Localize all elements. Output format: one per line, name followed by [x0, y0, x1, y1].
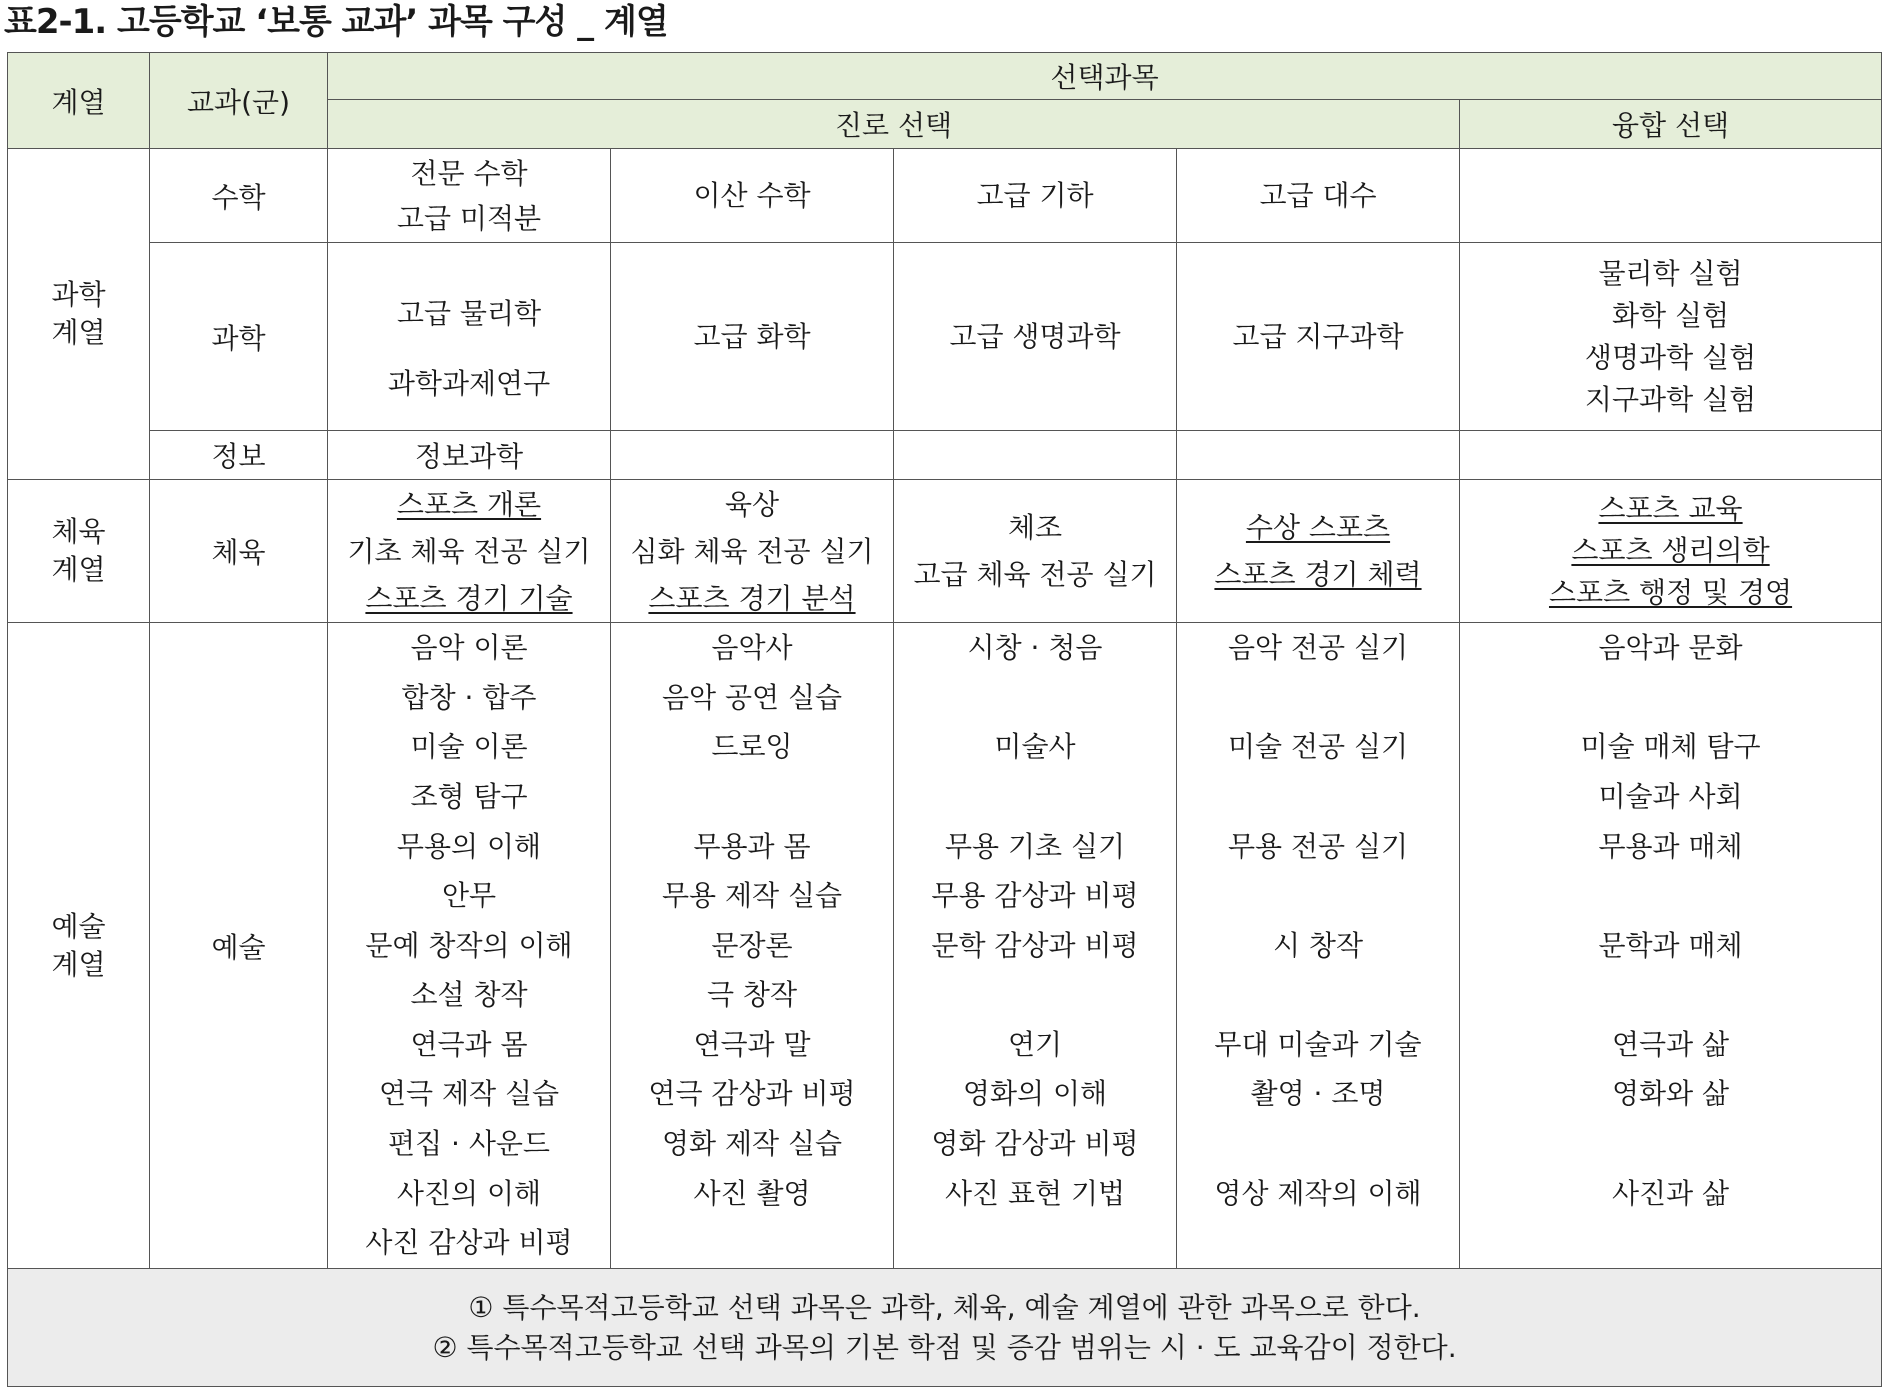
subject-arts: 예술 [150, 623, 328, 1269]
science-col-1 [328, 243, 611, 431]
course: 고급 생명과학 [949, 319, 1121, 353]
group-science [8, 149, 150, 480]
course: 영상 제작의 이해 [1214, 1176, 1422, 1210]
arts-col-2 [611, 623, 894, 1269]
header-row-1 [8, 53, 1882, 100]
course: 드로잉 [711, 730, 793, 764]
course: 물리학 실험 [1598, 256, 1743, 290]
course [1177, 772, 1459, 822]
course: 음악과 문화 [1598, 631, 1743, 665]
subject-science: 과학 [150, 243, 328, 431]
course: 연극과 삶 [1611, 1027, 1730, 1061]
math-col-4 [1177, 149, 1460, 243]
course [1177, 673, 1459, 723]
course [894, 772, 1176, 822]
course: 고급 물리학 [396, 296, 542, 330]
course: 소설 창작 [410, 978, 528, 1012]
course: 사진 표현 기법 [944, 1176, 1126, 1210]
course: 고급 대수 [1259, 179, 1377, 212]
science-fusion [1460, 243, 1882, 431]
arts-fusion [1460, 623, 1882, 1269]
course: 문학과 매체 [1598, 928, 1743, 962]
course: 극 창작 [706, 978, 798, 1012]
course: 무용 제작 실습 [661, 879, 843, 913]
info-fusion [1460, 431, 1882, 480]
course [1177, 1119, 1459, 1169]
row-arts [8, 623, 1882, 1269]
course: 문예 창작의 이해 [365, 928, 573, 962]
course: 이산 수학 [693, 179, 811, 212]
course: 무용 기초 실기 [944, 829, 1126, 863]
info-col-4 [1177, 431, 1460, 480]
course: 사진과 삶 [1611, 1176, 1730, 1210]
course: 안무 [441, 879, 497, 913]
course [1460, 1218, 1881, 1268]
course [1460, 673, 1881, 723]
note-2: ② 특수목적고등학교 선택 과목의 기본 학점 및 증감 범위는 시 · 도 교육감이 정한다. [432, 1330, 1457, 1364]
course: 연극 제작 실습 [378, 1077, 560, 1111]
course: 스포츠 경기 체력 [1214, 558, 1422, 591]
course: 지구과학 실험 [1584, 382, 1757, 416]
course [1177, 970, 1459, 1020]
course: 심화 체육 전공 실기 [630, 534, 874, 568]
course: 시 창작 [1272, 928, 1364, 962]
curriculum-table [7, 52, 1882, 1387]
course: 무용 전공 실기 [1227, 829, 1409, 863]
math-col-2 [611, 149, 894, 243]
course: 고급 화학 [693, 319, 811, 353]
course: 영화의 이해 [962, 1077, 1108, 1111]
course: 음악 공연 실습 [661, 680, 843, 714]
math-col-3 [894, 149, 1177, 243]
course [1460, 970, 1881, 1020]
science-col-3 [894, 243, 1177, 431]
header-elective: 선택과목 [328, 53, 1882, 100]
course [894, 970, 1176, 1020]
course: 미술과 사회 [1598, 779, 1743, 813]
arts-col-4 [1177, 623, 1460, 1269]
pe-col-4 [1177, 480, 1460, 623]
course: 미술 이론 [410, 730, 528, 764]
course: 생명과학 실험 [1584, 340, 1757, 374]
course: 연기 [1007, 1027, 1063, 1061]
row-pe [8, 480, 1882, 623]
course [1460, 871, 1881, 921]
row-science [8, 243, 1882, 431]
course [1177, 1218, 1459, 1268]
arts-col-1 [328, 623, 611, 1269]
course: 영화 제작 실습 [661, 1127, 843, 1161]
pe-col-2 [611, 480, 894, 623]
course: 문장론 [711, 928, 793, 962]
course: 정보과학 [414, 440, 524, 473]
course: 사진의 이해 [396, 1176, 542, 1210]
group-arts [8, 623, 150, 1269]
group-pe [8, 480, 150, 623]
group-label: 체육 계열 [51, 515, 106, 586]
course: 무용 감상과 비평 [931, 879, 1139, 913]
course: 촬영 · 조명 [1250, 1077, 1386, 1111]
course: 스포츠 행정 및 경영 [1548, 576, 1793, 609]
group-label: 예술 계열 [51, 909, 106, 981]
course: 전문 수학 [410, 156, 528, 190]
course: 조형 탐구 [410, 779, 528, 813]
course [611, 772, 893, 822]
science-col-4 [1177, 243, 1460, 431]
course: 육상 [724, 487, 780, 521]
course: 음악 전공 실기 [1227, 631, 1409, 665]
header-career: 진로 선택 [328, 100, 1460, 149]
course: 합창 · 합주 [401, 680, 537, 714]
course [894, 1218, 1176, 1268]
info-col-3 [894, 431, 1177, 480]
pe-fusion [1460, 480, 1882, 623]
course: 스포츠 경기 기술 [365, 581, 573, 615]
course [1177, 871, 1459, 921]
course: 고급 기하 [976, 179, 1094, 212]
course: 고급 미적분 [396, 201, 542, 235]
arts-col-3 [894, 623, 1177, 1269]
course: 스포츠 개론 [396, 487, 542, 521]
course: 무용과 매체 [1598, 829, 1743, 863]
course [611, 1218, 893, 1268]
course: 수상 스포츠 [1245, 511, 1391, 544]
course: 음악사 [711, 631, 793, 665]
page-title: 표2-1. 고등학교 ‘보통 교과’ 과목 구성 _ 계열 [4, 2, 668, 42]
course: 음악 이론 [410, 631, 528, 665]
course: 스포츠 교육 [1598, 492, 1743, 525]
course: 스포츠 생리의학 [1571, 534, 1770, 567]
course: 기초 체육 전공 실기 [347, 534, 591, 568]
course: 무용과 몸 [693, 829, 811, 863]
course: 연극과 말 [693, 1027, 811, 1061]
course: 체조 [1007, 511, 1063, 544]
row-math [8, 149, 1882, 243]
course: 미술 전공 실기 [1227, 730, 1409, 764]
info-col-2 [611, 431, 894, 480]
course [894, 673, 1176, 723]
note-1: ① 특수목적고등학교 선택 과목은 과학, 체육, 예술 계열에 관한 과목으로 한다. [468, 1290, 1421, 1324]
header-fusion: 융합 선택 [1460, 100, 1882, 149]
subject-pe: 체육 [150, 480, 328, 623]
course: 사진 촬영 [693, 1176, 811, 1210]
course: 무용의 이해 [396, 829, 542, 863]
course: 화학 실험 [1611, 298, 1730, 332]
course: 시창 · 청음 [967, 631, 1103, 665]
course: 영화 감상과 비평 [931, 1127, 1139, 1161]
course [1460, 1119, 1881, 1169]
row-info [8, 431, 1882, 480]
science-col-2 [611, 243, 894, 431]
course: 문학 감상과 비평 [931, 928, 1139, 962]
notes-box [8, 1269, 1882, 1387]
course: 고급 체육 전공 실기 [913, 558, 1157, 591]
subject-info: 정보 [150, 431, 328, 480]
subject-math: 수학 [150, 149, 328, 243]
course: 미술사 [994, 730, 1076, 764]
course: 영화와 삶 [1611, 1077, 1730, 1111]
group-label: 과학 계열 [51, 278, 106, 349]
course: 스포츠 경기 분석 [648, 581, 856, 615]
course: 편집 · 사운드 [388, 1127, 550, 1161]
math-fusion [1460, 149, 1882, 243]
math-col-1 [328, 149, 611, 243]
course: 무대 미술과 기술 [1214, 1027, 1422, 1061]
header-group: 계열 [8, 53, 150, 149]
info-col-1 [328, 431, 611, 480]
header-subject: 교과(군) [150, 53, 328, 149]
course: 고급 지구과학 [1232, 319, 1404, 353]
course: 연극 감상과 비평 [648, 1077, 856, 1111]
course: 연극과 몸 [410, 1027, 528, 1061]
course: 사진 감상과 비평 [365, 1226, 573, 1260]
pe-col-3 [894, 480, 1177, 623]
row-notes [8, 1269, 1882, 1387]
course: 미술 매체 탐구 [1580, 730, 1761, 764]
pe-col-1 [328, 480, 611, 623]
course: 과학과제연구 [387, 366, 551, 400]
